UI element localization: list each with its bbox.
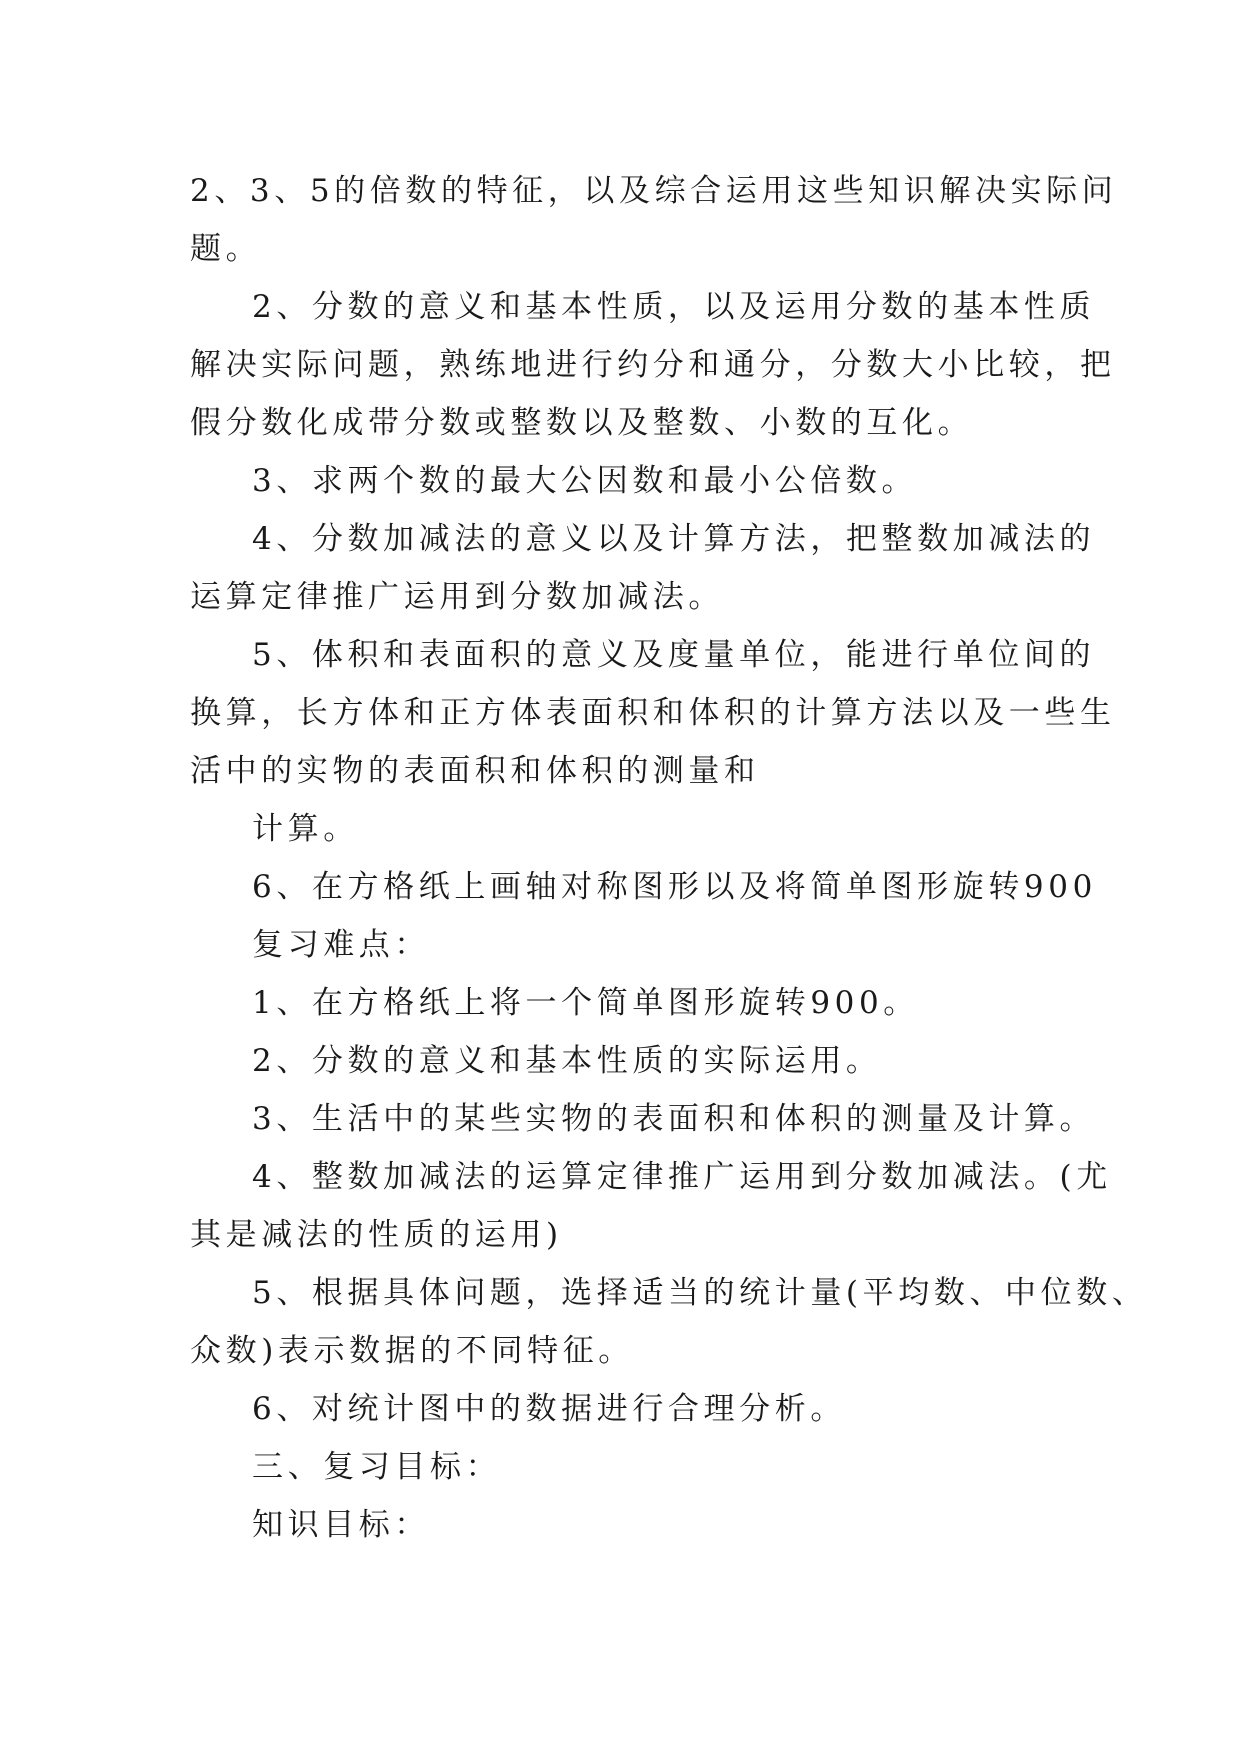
text-line: 解决实际问题，熟练地进行约分和通分，分数大小比较，把 [190,347,1116,383]
text-line: 计算。 [252,811,359,847]
text-line: 5、根据具体问题，选择适当的统计量(平均数、中位数、 [252,1275,1148,1311]
text-line: 6、在方格纸上画轴对称图形以及将简单图形旋转900 [252,869,1097,905]
text-line: 活中的实物的表面积和体积的测量和 [190,753,760,789]
text-line: 1、在方格纸上将一个简单图形旋转900。 [252,985,919,1021]
text-line: 5、体积和表面积的意义及度量单位，能进行单位间的 [252,637,1096,673]
text-line: 换算，长方体和正方体表面积和体积的计算方法以及一些生 [190,695,1116,731]
text-line: 其是减法的性质的运用) [190,1217,563,1253]
text-line: 4、整数加减法的运算定律推广运用到分数加减法。(尤 [252,1159,1112,1195]
document-body [190,162,1148,1554]
section-heading: 知识目标： [252,1507,430,1543]
text-line: 运算定律推广运用到分数加减法。 [190,579,724,615]
section-heading: 三、复习目标： [252,1449,502,1485]
section-heading: 复习难点： [252,927,430,963]
text-line: 3、生活中的某些实物的表面积和体积的测量及计算。 [252,1101,1096,1137]
text-line: 假分数化成带分数或整数以及整数、小数的互化。 [190,405,974,441]
text-line: 2、3、5的倍数的特征，以及综合运用这些知识解决实际问 [190,173,1118,209]
text-line: 题。 [190,231,262,267]
text-line: 6、对统计图中的数据进行合理分析。 [252,1391,846,1427]
text-line: 2、分数的意义和基本性质，以及运用分数的基本性质 [252,289,1096,325]
text-line: 众数)表示数据的不同特征。 [190,1333,634,1369]
text-line: 4、分数加减法的意义以及计算方法，把整数加减法的 [252,521,1096,557]
text-line: 2、分数的意义和基本性质的实际运用。 [252,1043,882,1079]
text-line: 3、求两个数的最大公因数和最小公倍数。 [252,463,918,499]
